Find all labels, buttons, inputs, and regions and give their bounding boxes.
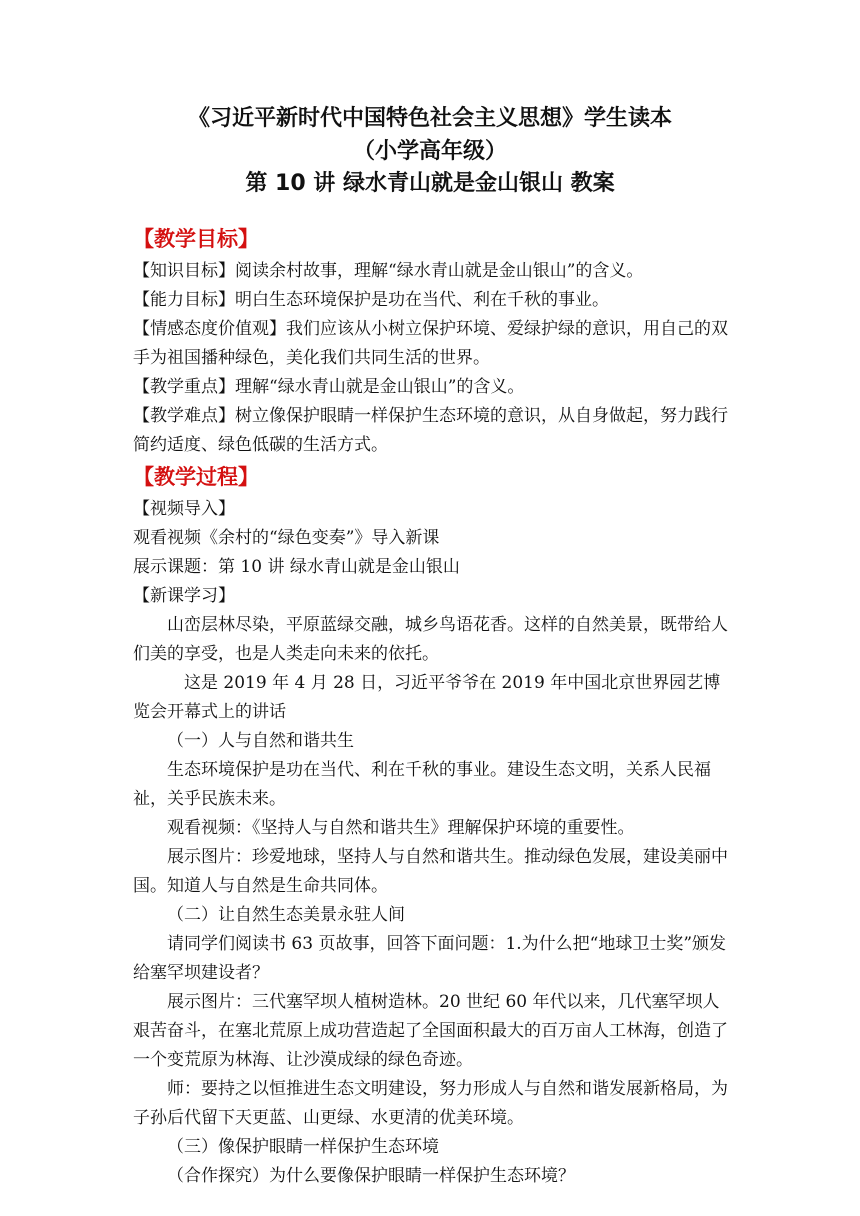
grade-subtitle: （小学高年级） [352, 138, 507, 164]
goal-emotion: 【情感态度价值观】我们应该从小树立保护环境、爱绿护绿的意识，用自己的双手为祖国播种绿色，美化我们共同生活的世界。 [133, 319, 728, 368]
speech-paragraph: 这是 2019 年 4 月 28 日，习近平爷爷在 2019 年中国北京世界园艺博览会开幕式上的讲话 [133, 673, 721, 722]
document-body [133, 222, 733, 1191]
part1-paragraph-3: 展示图片：珍爱地球，坚持人与自然和谐共生。推动绿色发展，建设美丽中国。知道人与自然是生命共同体。 [133, 847, 728, 896]
show-topic-text: 展示课题：第 10 讲 绿水青山就是金山银山 [133, 557, 460, 577]
intro-paragraph: 山峦层林尽染，平原蓝绿交融，城乡鸟语花香。这样的自然美景，既带给人们美的享受，也是人类走向未来的依托。 [133, 615, 728, 664]
part2-paragraph-3: 师：要持之以恒推进生态文明建设，努力形成人与自然和谐发展新格局，为子孙后代留下天更蓝、山更绿、水更清的优美环境。 [133, 1079, 728, 1128]
section-heading-goals: 【教学目标】 [133, 227, 259, 251]
part2-paragraph-2: 展示图片：三代塞罕坝人植树造林。20 世纪 60 年代以来，几代塞罕坝人艰苦奋斗，在塞北荒原上成功营造起了全国面积最大的百万亩人工林海，创造了一个变荒原为林海、让沙漠成绿的绿色奇迹。 [133, 992, 728, 1070]
part1-paragraph-2: 观看视频：《坚持人与自然和谐共生》理解保护环境的重要性。 [167, 818, 635, 838]
section-heading-process: 【教学过程】 [133, 465, 259, 489]
new-lesson-label: 【新课学习】 [133, 586, 235, 606]
part3-paragraph-1: （合作探究）为什么要像保护眼睛一样保护生态环境？ [167, 1166, 575, 1186]
part3-heading: （三）像保护眼睛一样保护生态环境 [167, 1137, 439, 1157]
part1-paragraph-1: 生态环境保护是功在当代、利在千秋的事业。建设生态文明，关系人民福祉，关乎民族未来。 [133, 760, 711, 809]
book-title: 《习近平新时代中国特色社会主义思想》学生读本 [187, 106, 672, 131]
part2-paragraph-1: 请同学们阅读书 63 页故事，回答下面问题：1.为什么把“地球卫士奖”颁发给塞罕坝建设者？ [133, 934, 727, 983]
goal-difficulty: 【教学难点】树立像保护眼睛一样保护生态环境的意识，从自身做起，努力践行简约适度、绿色低碳的生活方式。 [133, 406, 728, 455]
lesson-title: 第 10 讲 绿水青山就是金山银山 教案 [245, 171, 615, 196]
goal-ability: 【能力目标】明白生态环境保护是功在当代、利在千秋的事业。 [133, 290, 609, 310]
goal-key-point: 【教学重点】理解“绿水青山就是金山银山”的含义。 [133, 377, 525, 397]
video-intro-text: 观看视频《余村的“绿色变奏”》导入新课 [133, 528, 440, 548]
title-block [0, 103, 860, 201]
goal-knowledge: 【知识目标】阅读余村故事，理解“绿水青山就是金山银山”的含义。 [133, 261, 644, 281]
part1-heading: （一）人与自然和谐共生 [167, 731, 354, 751]
video-intro-label: 【视频导入】 [133, 499, 235, 519]
part2-heading: （二）让自然生态美景永驻人间 [167, 905, 405, 925]
